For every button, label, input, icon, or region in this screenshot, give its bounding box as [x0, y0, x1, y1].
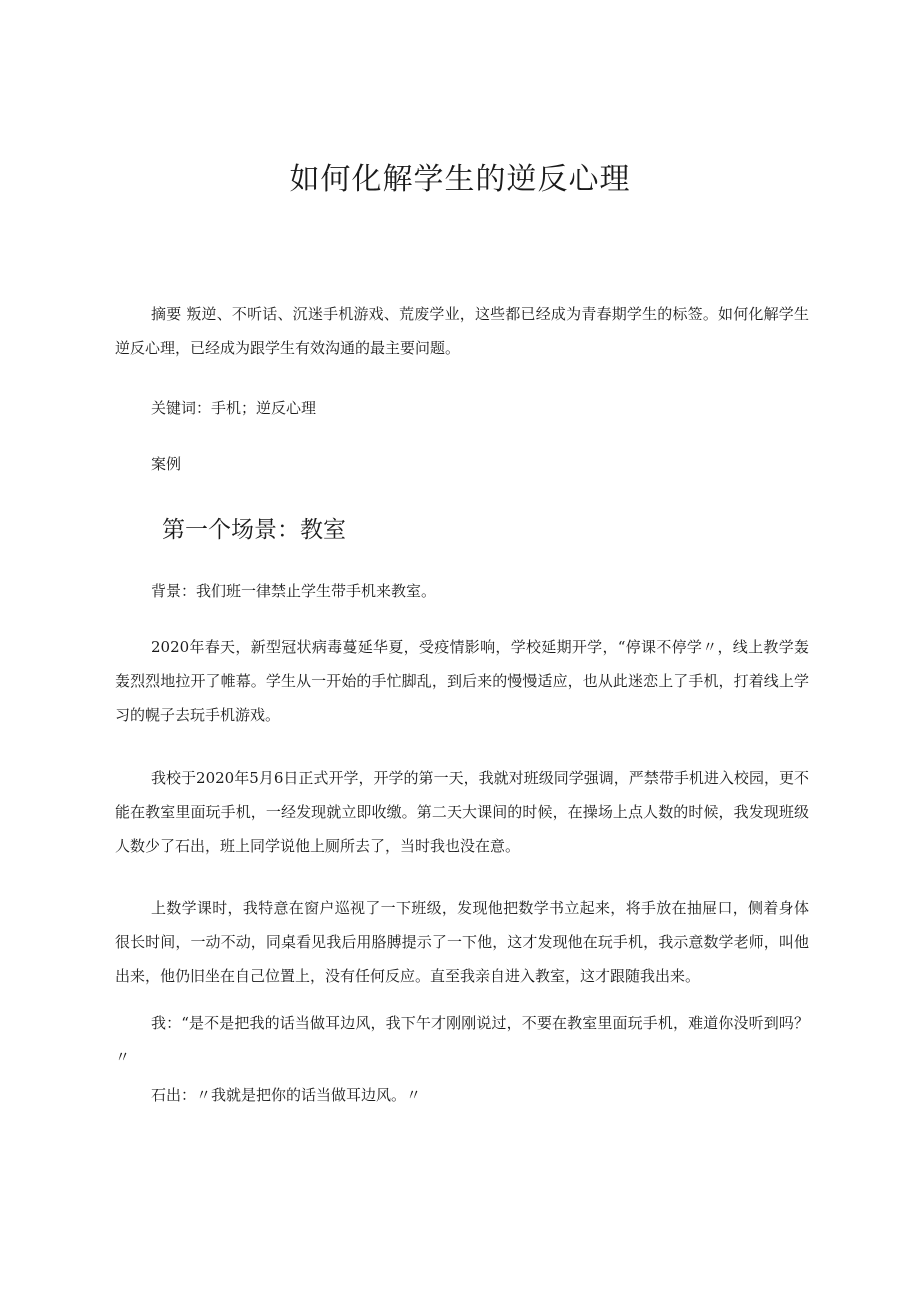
dialogue-teacher: 我：“是不是把我的话当做耳边风，我下午才刚刚说过，不要在教室里面玩手机，难道你没听到吗？〃 [115, 1014, 809, 1066]
paragraph-spring-2020: 2020年春天，新型冠状病毒蔓延华夏，受疫情影响，学校延期开学，“停课不停学〃，线上教学轰轰烈烈地拉开了帷幕。学生从一开始的手忙脚乱，到后来的慢慢适应，也从此迷恋上了手机，打着线上学习的幌子去玩手机游戏。 [115, 638, 809, 724]
background-line: 背景：我们班一律禁止学生带手机来教室。 [151, 582, 437, 600]
paragraph-math-class: 上数学课时，我特意在窗户巡视了一下班级，发现他把数学书立起来，将手放在抽屉口，侧着身体很长时间，一动不动，同桌看见我后用胳膊提示了一下他，这才发现他在玩手机，我示意数学老师，叫他出来，他仍旧坐在自己位置上，没有任何反应。直至我亲自进入教室，这才跟随我出来。 [115, 899, 809, 985]
dialogue-student: 石出：〃我就是把你的话当做耳边风。〃 [151, 1086, 422, 1104]
paragraph-school-opening: 我校于2020年5月6日正式开学，开学的第一天，我就对班级同学强调，严禁带手机进入校园，更不能在教室里面玩手机，一经发现就立即收缴。第二天大课间的时候，在操场上点人数的时候，我发现班级人数少了石出，班上同学说他上厕所去了，当时我也没在意。 [115, 769, 809, 855]
abstract-paragraph: 摘要 叛逆、不听话、沉迷手机游戏、荒废学业，这些都已经成为青春期学生的标签。如何化解学生逆反心理，已经成为跟学生有效沟通的最主要问题。 [115, 305, 809, 357]
document-title: 如何化解学生的逆反心理 [289, 162, 631, 197]
scene-heading: 第一个场景：教室 [162, 517, 346, 543]
case-label: 案例 [151, 455, 182, 473]
keywords-line: 关键词：手机；逆反心理 [151, 399, 317, 417]
